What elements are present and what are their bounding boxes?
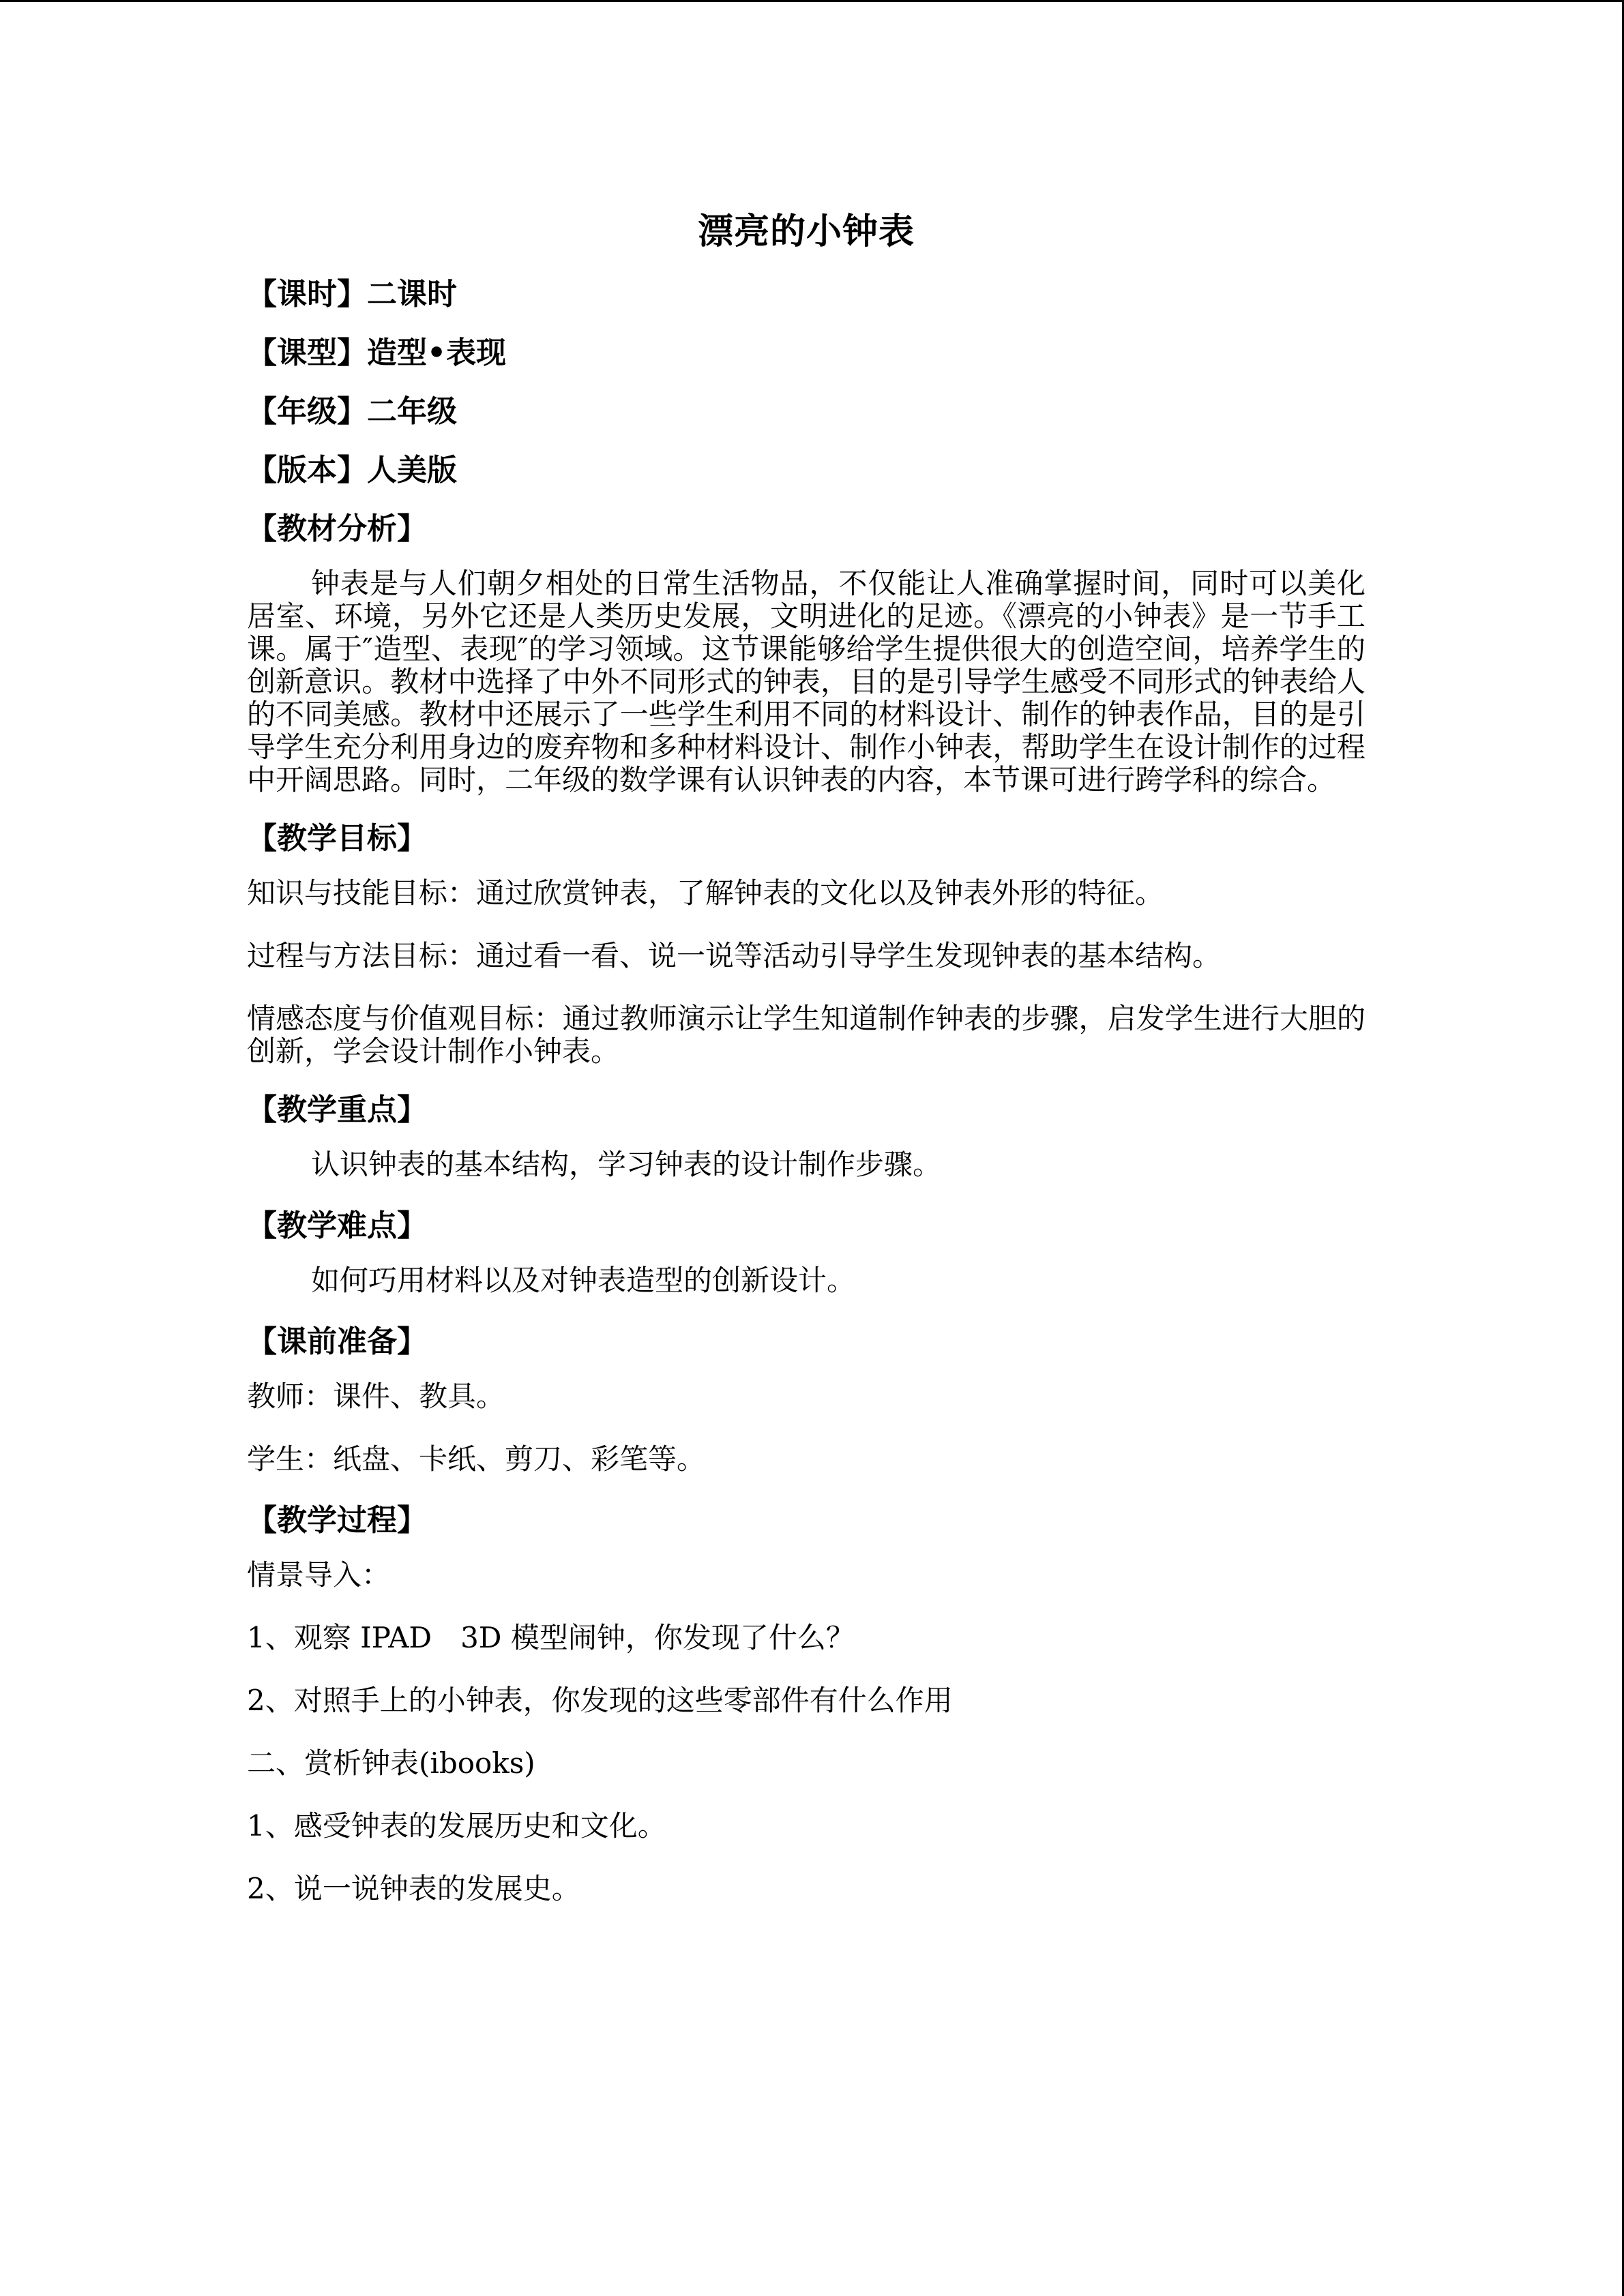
analysis-paragraph: 钟表是与人们朝夕相处的日常生活物品，不仅能让人准确掌握时间，同时可以美化居室、环境，另外它还是人类历史发展，文明进化的足迹。《漂亮的小钟表》是一节手工课。属于″造型、表现″的学习领域。这节课能够给学生提供很大的创造空间，培养学生的创新意识。教材中选择了中外不同形式的钟表，目的是引导学生感受不同形式的钟表给人的不同美感。教材中还展示了一些学生利用不同的材料设计、制作的钟表作品，目的是引导学生充分利用身边的废弃物和多种材料设计、制作小钟表，帮助学生在设计制作的过程中开阔思路。同时，二年级的数学课有认识钟表的内容，本节课可进行跨学科的综合。 <box>247 567 1365 796</box>
process-line: 情景导入： <box>247 1558 391 1592</box>
process-line: 2、对照手上的小钟表，你发现的这些零部件有什么作用 <box>247 1684 953 1717</box>
meta-value: 二年级 <box>367 394 457 429</box>
section-heading-analysis: 【教材分析】 <box>247 511 427 546</box>
document-page <box>247 205 1365 1935</box>
section-heading-process: 【教学过程】 <box>247 1503 427 1538</box>
section-heading-difficulties: 【教学难点】 <box>247 1208 427 1243</box>
meta-grade <box>247 394 1365 429</box>
meta-lesson-type <box>247 338 1365 368</box>
meta-edition <box>247 453 1365 488</box>
process-line: 1、观察 IPAD 3D 模型闹钟，你发现了什么？ <box>247 1621 855 1654</box>
meta-value: 造型•表现 <box>367 336 507 370</box>
meta-label: 【版本】 <box>247 453 367 488</box>
section-heading-preparation: 【课前准备】 <box>247 1324 427 1359</box>
process-line: 二、赏析钟表(ibooks) <box>247 1746 535 1780</box>
process-line: 1、感受钟表的发展历史和文化。 <box>247 1809 666 1843</box>
meta-label: 【课时】 <box>247 277 367 312</box>
meta-value: 人美版 <box>367 453 457 488</box>
goal-emotion: 情感态度与价值观目标：通过教师演示让学生知道制作钟表的步骤，启发学生进行大胆的创新，学会设计制作小钟表。 <box>247 1002 1365 1068</box>
page-border-top <box>0 0 1624 2</box>
section-heading-key-points: 【教学重点】 <box>247 1092 427 1127</box>
difficulties-text: 如何巧用材料以及对钟表造型的创新设计。 <box>311 1264 856 1297</box>
key-points-text: 认识钟表的基本结构，学习钟表的设计制作步骤。 <box>311 1148 942 1181</box>
prep-teacher: 教师：课件、教具。 <box>247 1380 505 1413</box>
process-line: 2、说一说钟表的发展史。 <box>247 1872 580 1905</box>
section-heading-goals: 【教学目标】 <box>247 821 427 856</box>
goal-process: 过程与方法目标：通过看一看、说一说等活动引导学生发现钟表的基本结构。 <box>247 939 1222 972</box>
goal-knowledge: 知识与技能目标：通过欣赏钟表，了解钟表的文化以及钟表外形的特征。 <box>247 876 1164 910</box>
prep-student: 学生：纸盘、卡纸、剪刀、彩笔等。 <box>247 1442 706 1476</box>
meta-class-hours <box>247 277 1365 312</box>
meta-label: 【年级】 <box>247 394 367 429</box>
document-title: 漂亮的小钟表 <box>697 211 915 252</box>
meta-label: 【课型】 <box>247 336 367 370</box>
meta-value: 二课时 <box>367 277 457 312</box>
